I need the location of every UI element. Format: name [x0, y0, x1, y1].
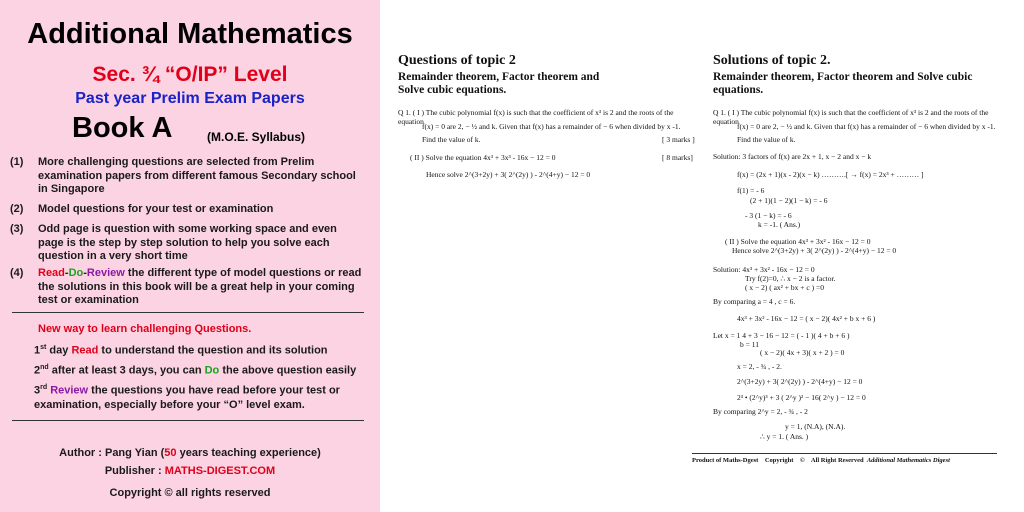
- solution-line: ( x − 2)( 4x + 3)( x + 2 ) = 0: [760, 348, 845, 357]
- point-4: (4) Read-Do-Review the different type of model questions or read the solutions in this book will be a great help in your coming test or examination: [10, 267, 362, 306]
- book-name: Book A: [72, 112, 173, 144]
- solution-line: f(x) = (2x + 1)(x - 2)(x − k) ……….[ → f(x) = 2x³ + ……… ]: [737, 170, 924, 179]
- point-1: (1) More challenging questions are selected from Prelim examination papers from different famous Secondary school in Singapore: [10, 156, 356, 195]
- divider: [12, 312, 364, 313]
- question-text: f(x) = 0 are 2, − ½ and k. Given that f(x) has a remainder of − 6 when divided by x -1.: [422, 122, 681, 131]
- marks-label: [ 8 marks]: [662, 153, 693, 162]
- solution-line: ( II ) Solve the equation 4x³ + 3x² - 16x − 12 = 0: [725, 237, 871, 246]
- book-title: Additional Mathematics: [27, 18, 353, 50]
- solution-line: b = 11: [740, 340, 759, 349]
- divider: [12, 420, 364, 421]
- question-text: f(x) = 0 are 2, − ½ and k. Given that f(x) has a remainder of − 6 when divided by x -1.: [737, 122, 996, 131]
- solution-line: f(1) = - 6: [737, 186, 765, 195]
- questions-subheading: Solve cubic equations.: [398, 84, 507, 96]
- copyright-line: Copyright © all rights reserved: [109, 487, 271, 499]
- question-text: Find the value of k.: [737, 135, 796, 144]
- solution-line: - 3 (1 − k) = - 6: [745, 211, 792, 220]
- solution-line: By comparing 2^y = 2, - ¾ , - 2: [713, 407, 808, 416]
- marks-label: [ 3 marks ]: [662, 135, 695, 144]
- solution-line: Solution: 4x³ + 3x² - 16x − 12 = 0: [713, 265, 815, 274]
- question-text: Find the value of k.: [422, 135, 481, 144]
- level-label: Sec. ¾ “O/IP” Level: [92, 63, 288, 86]
- day-3: 3rd Review the questions you have read before your test or examination, especially before your “O” level exam.: [34, 384, 340, 411]
- solution-line: y = 1, (N.A), (N.A).: [785, 422, 846, 431]
- page-footer: Product of Maths-Dgest Copyright © All Right Reserved Additional Mathematics Digest: [692, 457, 950, 464]
- point-3: (3) Odd page is question with some working space and even page is the step by step solution to help you solve each question in a very short time: [10, 223, 337, 262]
- solution-line: Let x = 1 4 + 3 − 16 − 12 = ( - 1 )( 4 + b + 6 ): [713, 331, 850, 340]
- syllabus-label: (M.O.E. Syllabus): [207, 130, 306, 144]
- solution-line: (2 + 1)(1 − 2)(1 − k) = - 6: [750, 196, 828, 205]
- solution-line: 4x³ + 3x² - 16x − 12 = ( x − 2)( 4x² + b x + 6 ): [737, 314, 876, 323]
- solution-line: ( x − 2) ( ax² + bx + c ) =0: [745, 283, 824, 292]
- publisher-line: Publisher : MATHS-DIGEST.COM: [104, 465, 276, 477]
- author-line: Author : Pang Yian (50 years teaching experience): [59, 447, 321, 459]
- solution-line: 2³ • (2^y)³ + 3 ( 2^y )² − 16( 2^y ) − 12 = 0: [737, 393, 866, 402]
- solutions-subheading: Remainder theorem, Factor theorem and Solve cubic: [713, 71, 973, 83]
- solution-line: x = 2, - ¾ , - 2.: [737, 362, 782, 371]
- day-2: 2nd after at least 3 days, you can Do the above question easily: [34, 364, 357, 377]
- point-2: (2) Model questions for your test or examination: [10, 203, 274, 215]
- questions-heading: Questions of topic 2: [398, 53, 516, 68]
- sample-pages: [380, 0, 1024, 512]
- footer-rule: [692, 453, 997, 454]
- question-text: ( II ) Solve the equation 4x³ + 3x³ - 16x − 12 = 0: [410, 153, 556, 162]
- question-text: Hence solve 2^(3+2y) + 3( 2^(2y) ) - 2^(4+y) − 12 = 0: [426, 170, 591, 179]
- solution-line: k = -1. ( Ans.): [758, 220, 801, 229]
- solutions-heading: Solutions of topic 2.: [713, 53, 831, 68]
- day-1: 1st day Read to understand the question and its solution: [34, 344, 328, 357]
- cover-panel: [0, 0, 380, 512]
- solution-line: By comparing a = 4 , c = 6.: [713, 297, 796, 306]
- subtitle: Past year Prelim Exam Papers: [75, 90, 305, 107]
- question-text: Q 1. ( I ) The cubic polynomial f(x) is such that the coefficient of x³ is 2 and the roots of the equation: [713, 108, 989, 126]
- new-way-heading: New way to learn challenging Questions.: [38, 323, 252, 335]
- questions-subheading: Remainder theorem, Factor theorem and: [398, 71, 600, 83]
- solution-line: ∴ y = 1. ( Ans. ): [760, 432, 809, 441]
- solution-line: Solution: 3 factors of f(x) are 2x + 1, x − 2 and x − k: [713, 152, 872, 161]
- solutions-subheading: equations.: [713, 84, 764, 96]
- solution-line: 2^(3+2y) + 3( 2^(2y) ) - 2^(4+y) − 12 = 0: [737, 377, 863, 386]
- solution-line: Try f(2)=0, ∴ x − 2 is a factor.: [745, 274, 836, 283]
- solution-line: Hence solve 2^(3+2y) + 3( 2^(2y) ) - 2^(4+y) − 12 = 0: [732, 246, 897, 255]
- question-text: Q 1. ( I ) The cubic polynomial f(x) is such that the coefficient of x³ is 2 and the roots of the equation: [398, 108, 674, 126]
